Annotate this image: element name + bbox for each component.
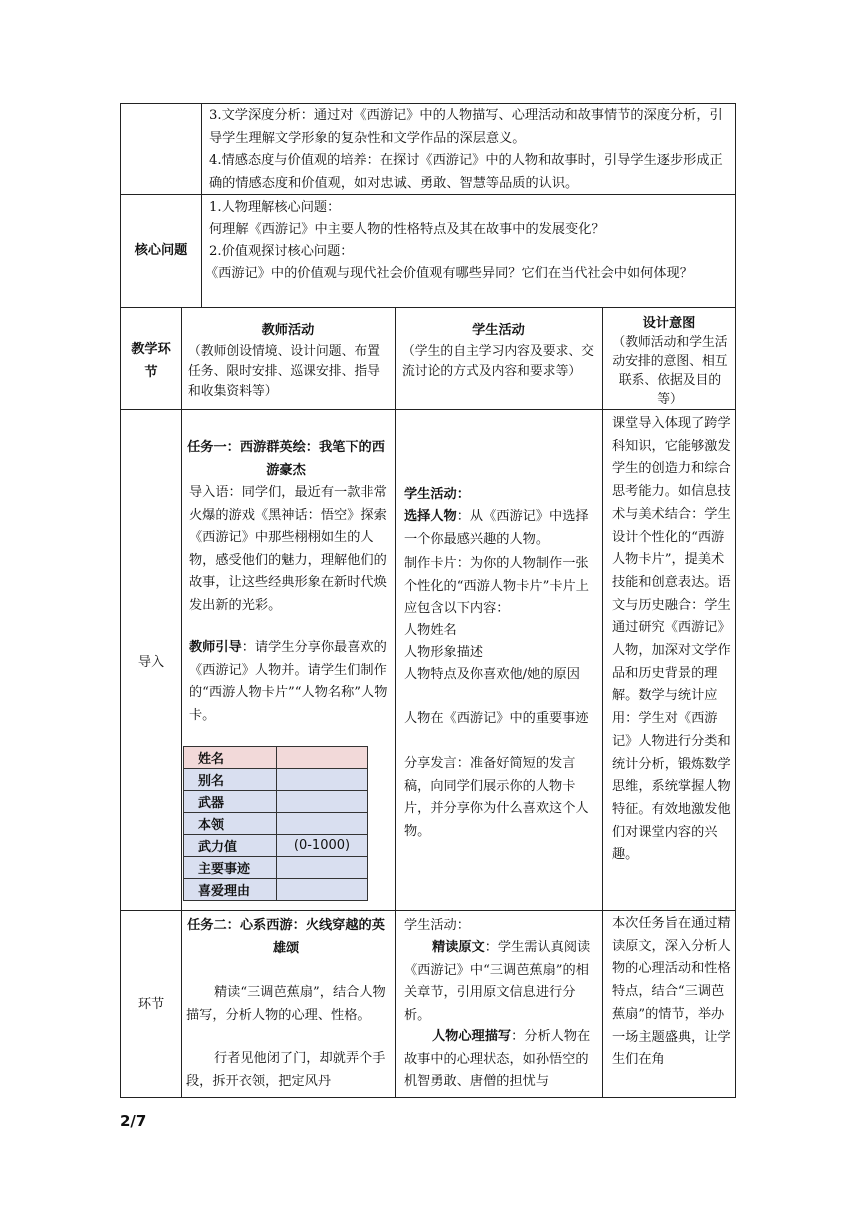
card-field-value[interactable] (277, 813, 368, 835)
card-row (184, 769, 368, 791)
col-divider-teacher (395, 307, 396, 1097)
table-right-border (735, 103, 736, 1097)
card-field-value[interactable] (277, 747, 368, 769)
intro-teacher-intro: 导入语：同学们，最近有一款非常火爆的游戏《黑神话：悟空》探索《西游记》中那些栩栩如生的人物，感受他们的魅力，理解他们的故事，让这些经典形象在新时代焕发出新的光彩。 (189, 485, 387, 613)
intro-task-title: 任务一：西游群英绘：我笔下的西游豪杰 (187, 440, 385, 478)
core-q1-title: 1.人物理解核心问题： (209, 200, 341, 215)
student-select-label: 选择人物 (404, 509, 457, 524)
page-number: 2/7 (120, 1112, 147, 1130)
intro-student-head: 学生活动： (404, 487, 470, 502)
card-field-label: 武器 (184, 791, 277, 813)
section2-teacher-p2: 行者见他闭了门，却就弄个手段，拆开衣领，把定风丹 (186, 1051, 386, 1089)
card-field-label: 喜爱理由 (184, 879, 277, 901)
section2-stage: 环节 (137, 997, 165, 1012)
intro-student-select (404, 506, 600, 551)
header-student-desc: （学生的自主学习内容及要求、交流讨论的方式及内容和要求等） (402, 344, 594, 379)
student-psy-label: 人物心理描写 (432, 1029, 512, 1044)
card-row (184, 813, 368, 835)
card-field-label: 别名 (184, 769, 277, 791)
character-card-table (183, 746, 368, 901)
section2-student-read (404, 937, 600, 1027)
section2-student-psy (404, 1026, 600, 1094)
col-divider-label (201, 103, 202, 307)
row-divider-core (120, 307, 736, 308)
teacher-guide-text: ：请学生分享你最喜欢的《西游记》人物并。请学生们制作的“西游人物卡片”“人物名称”人物卡。 (189, 640, 388, 723)
student-read-text: ：学生需认真阅读《西游记》中“三调芭蕉扇”的相关章节，引用原文信息进行分析。 (404, 940, 591, 1023)
card-row (184, 835, 368, 857)
intro-student-item-3: 人物特点及你喜欢他/她的原因 (404, 667, 580, 682)
intro-teacher-guide (189, 637, 390, 727)
card-field-value[interactable] (277, 769, 368, 791)
card-row (184, 879, 368, 901)
student-select-text: ：从《西游记》中选择一个你最感兴趣的人物。 (404, 509, 589, 547)
student-psy-text: ：分析人物在故事中的心理状态，如孙悟空的机智勇敢、唐僧的担忧与 (404, 1029, 591, 1089)
header-design-desc: （教师活动和学生活动安排的意图、相互联系、依据及目的等） (612, 335, 728, 407)
header-student-title: 学生活动 (472, 323, 525, 338)
core-q1-text: 何理解《西游记》中主要人物的性格特点及其在故事中的发展变化？ (209, 222, 605, 237)
intro-stage: 导入 (137, 655, 165, 670)
col-divider-student (602, 307, 603, 1097)
card-field-label: 本领 (184, 813, 277, 835)
intro-student-item-2: 人物形象描述 (404, 645, 484, 660)
header-teacher-desc: （教师创设情境、设计问题、布置任务、限时安排、巡课安排、指导和收集资料等） (188, 344, 380, 399)
core-q2-text: 《西游记》中的价值观与现代社会价值观有哪些异同？它们在当代社会中如何体现？ (205, 266, 693, 281)
intro-student-card: 制作卡片：为你的人物制作一张个性化的“西游人物卡片”卡片上应包含以下内容： (404, 556, 589, 616)
section2-teacher-p1: 精读“三调芭蕉扇”，结合人物描写，分析人物的心理、性格。 (186, 985, 386, 1023)
card-field-label: 武力值 (184, 835, 277, 857)
header-design-title: 设计意图 (642, 316, 696, 331)
intro-design-intent: 课堂导入体现了跨学科知识，它能够激发学生的创造力和综合思考能力。如信息技术与美术结合：学生设计个性化的“西游人物卡片”，提美术技能和创意表达。语文与历史融合：学生通过研究《西游记》人物，加深对文学作品和历史背景的理解。数学与统计应用：学生对《西游记》人物进行分类和统计分析，锻炼数学思维，系统掌握人物特征。有效地激发他们对课堂内容的兴趣。 (612, 416, 731, 863)
intro-student-item-1: 人物姓名 (404, 623, 457, 638)
card-field-value[interactable] (277, 791, 368, 813)
goal-item-3: 3.文学深度分析：通过对《西游记》中的人物描写、心理活动和故事情节的深度分析，引导学生理解文学形象的复杂性和文学作品的深层意义。 (209, 108, 723, 146)
card-field-value[interactable] (277, 879, 368, 901)
row-divider-intro (120, 910, 736, 911)
card-field-value[interactable] (277, 857, 368, 879)
intro-student-item-4: 人物在《西游记》中的重要事迹 (404, 711, 589, 726)
section2-student-head: 学生活动： (404, 918, 470, 933)
goal-item-4: 4.情感态度与价值观的培养：在探讨《西游记》中的人物和故事时，引导学生逐步形成正确的情感态度和价值观，如对忠诚、勇敢、智慧等品质的认识。 (209, 153, 723, 191)
table-bottom-border (120, 1097, 736, 1098)
table-top-border (120, 103, 736, 104)
card-field-label: 姓名 (184, 747, 277, 769)
teacher-guide-label: 教师引导 (189, 640, 242, 655)
header-teacher-title: 教师活动 (261, 323, 315, 338)
header-stage: 教学环节 (131, 342, 171, 380)
core-questions-label: 核心问题 (134, 243, 188, 258)
card-row (184, 747, 368, 769)
card-row (184, 857, 368, 879)
section2-design-intent: 本次任务旨在通过精读原文，深入分析人物的心理活动和性格特点，结合“三调芭蕉扇”的情节，举办一场主题盛典，让学生们在角 (612, 916, 731, 1068)
row-divider-header (120, 409, 736, 410)
core-q2-title: 2.价值观探讨核心问题： (209, 244, 354, 259)
card-field-value[interactable]: (0-1000) (277, 835, 368, 857)
section2-task-title: 任务二：心系西游：火线穿越的英雄颂 (187, 918, 385, 956)
card-field-label: 主要事迹 (184, 857, 277, 879)
card-row (184, 791, 368, 813)
student-read-label: 精读原文 (432, 940, 485, 955)
intro-student-share: 分享发言：准备好简短的发言稿，向同学们展示你的人物卡片，并分享你为什么喜欢这个人物。 (404, 756, 589, 839)
col-divider-stage (181, 307, 182, 1097)
